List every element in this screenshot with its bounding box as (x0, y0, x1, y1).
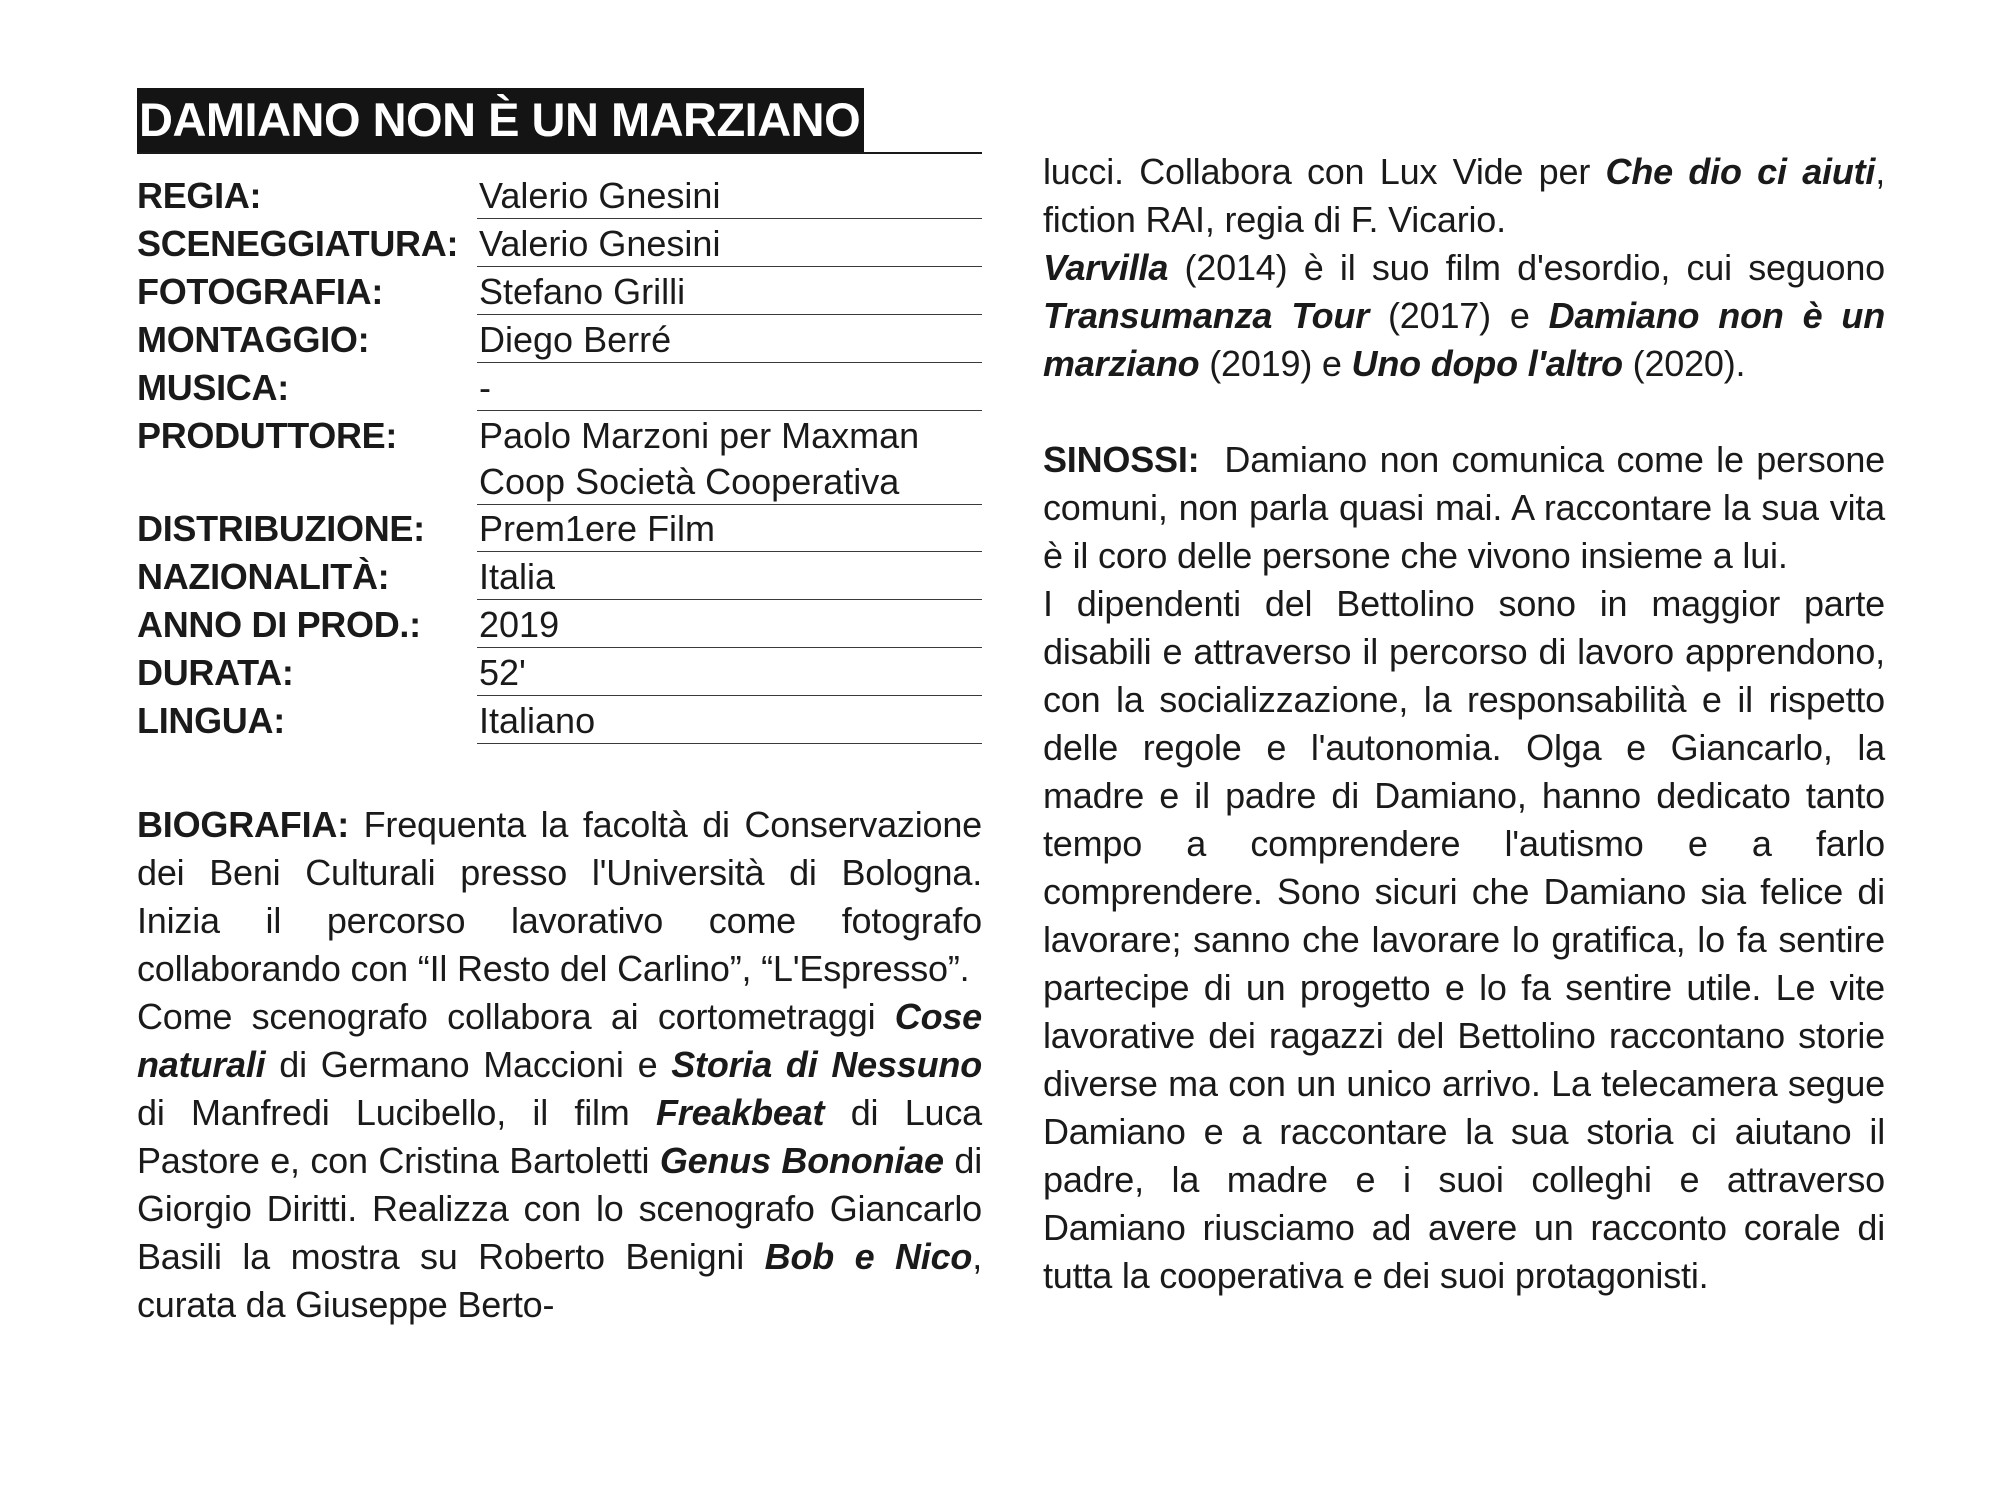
text-run: (2017) e (1369, 295, 1549, 336)
italic-title: Bob e Nico (764, 1236, 973, 1277)
film-title: DAMIANO NON È UN MARZIANO (137, 88, 864, 152)
credit-row (137, 364, 982, 412)
biography-section (137, 801, 982, 1329)
credit-value (477, 649, 982, 697)
text-run: (2020). (1622, 343, 1746, 384)
credit-value-line: Paolo Marzoni per Maxman (479, 415, 920, 456)
credit-row (137, 505, 982, 553)
italic-title: Freakbeat (656, 1092, 825, 1133)
credit-value-line: Stefano Grilli (477, 268, 982, 315)
credit-value-line: Valerio Gnesini (477, 220, 982, 267)
credit-value (477, 220, 982, 268)
credit-value (477, 268, 982, 316)
credit-row (137, 697, 982, 745)
text-run: di Manfredi Lucibello, il film (137, 1092, 656, 1133)
credit-value-line: Diego Berré (477, 316, 982, 363)
credit-value-line: 52' (477, 649, 982, 696)
biography-paragraph-3 (1043, 244, 1885, 388)
title-bar (137, 88, 982, 154)
synopsis-label: SINOSSI: (1043, 439, 1200, 480)
credit-value (477, 553, 982, 601)
credit-row (137, 601, 982, 649)
text-run: di Giorgio Diritti. Realizza con lo scenografo Giancarlo Basili la mostra su Roberto Benigni (137, 1140, 982, 1277)
credit-label: DISTRIBUZIONE: (137, 508, 425, 549)
credit-label: LINGUA: (137, 700, 285, 741)
left-column (137, 88, 982, 1329)
text-run: lucci. Collabora con Lux Vide per (1043, 151, 1606, 192)
text-run: , fiction RAI, regia di F. Vicario. (1043, 151, 1886, 240)
synopsis-paragraph-2: I dipendenti del Bettolino sono in maggior parte disabili e attraverso il percorso di lavoro apprendono, con la socializzazione, la responsabilità e il rispetto delle regole e l'autonomia. Olga e Giancarlo, la madre e il padre di Damiano, hanno dedicato tanto tempo a comprendere l'autismo e a farlo comprendere. Sono sicuri che Damiano sia felice di lavorare; sanno che lavorare lo gratifica, lo fa sentire partecipe di un progetto e lo fa sentire utile. Le vite lavorative dei ragazzi del Bettolino raccontano storie diverse ma con un unico arrivo. La telecamera segue Damiano e a raccontare la sua storia ci aiutano il padre, la madre e i suoi colleghi e attraverso Damiano riusciamo ad avere un racconto corale di tutta la cooperativa e dei suoi protagonisti. (1043, 583, 1885, 1296)
credit-value-line: - (477, 364, 982, 411)
section-spacer (1043, 388, 1885, 436)
text-run: , curata da Giuseppe Berto- (137, 1236, 982, 1325)
text-run: Come scenografo collabora ai cortometraggi (137, 996, 895, 1037)
credit-value-line: Prem1ere Film (477, 505, 982, 552)
credit-value-line: Italia (477, 553, 982, 600)
credit-label: MONTAGGIO: (137, 319, 370, 360)
right-column (1043, 148, 1895, 1300)
credit-label: NAZIONALITÀ: (137, 556, 390, 597)
credit-value-line: 2019 (477, 601, 982, 648)
credit-value (477, 172, 982, 220)
credit-row (137, 268, 982, 316)
credit-row (137, 172, 982, 220)
credits-table (137, 172, 982, 745)
biography-paragraph-1 (137, 801, 982, 993)
credit-row (137, 316, 982, 364)
synopsis-text-1: Damiano non comunica come le persone comuni, non parla quasi mai. A raccontare la sua vita è il coro delle persone che vivono insieme a lui. (1043, 439, 1895, 576)
italic-title: Storia di Nessuno (671, 1044, 982, 1085)
biography-label: BIOGRAFIA: (137, 804, 349, 845)
text-run: (2019) e (1199, 343, 1352, 384)
credit-row (137, 220, 982, 268)
italic-title: Transumanza Tour (1043, 295, 1370, 336)
credit-row (137, 412, 982, 505)
credit-row (137, 553, 982, 601)
credit-label: FOTOGRAFIA: (137, 271, 384, 312)
credit-value-line: Italiano (477, 697, 982, 744)
credit-value (477, 412, 982, 505)
italic-title: Damiano non è un marziano (1043, 295, 1886, 384)
biography-text-1: Frequenta la facoltà di Conservazione dei Beni Culturali presso l'Università di Bologna. Inizia il percorso lavorativo come fotografo collaborando con “Il Resto del Carlino”, “L'Espresso”. (137, 804, 982, 989)
italic-title: Genus Bononiae (659, 1140, 944, 1181)
italic-title: Varvilla (1043, 247, 1169, 288)
biography-paragraph-2 (137, 993, 982, 1329)
credit-label: SCENEGGIATURA: (137, 223, 459, 264)
credit-value (477, 505, 982, 553)
credit-row (137, 649, 982, 697)
credit-label: MUSICA: (137, 367, 289, 408)
italic-title: Uno dopo l'altro (1351, 343, 1623, 384)
credit-label: DURATA: (137, 652, 294, 693)
credit-label: REGIA: (137, 175, 262, 216)
credit-value-line: Valerio Gnesini (477, 172, 982, 219)
synopsis-paragraph-1 (1043, 436, 1895, 580)
credit-label: PRODUTTORE: (137, 415, 398, 456)
italic-title: Cose naturali (137, 996, 982, 1085)
italic-title: Che dio ci aiuti (1605, 151, 1876, 192)
credit-value (477, 364, 982, 412)
text-run: di Germano Maccioni e (265, 1044, 672, 1085)
credit-value (477, 601, 982, 649)
credit-value (477, 697, 982, 745)
credit-value (477, 316, 982, 364)
text-run: (2014) è il suo film d'esordio, cui seguono (1168, 247, 1885, 288)
credit-value-line: Coop Società Cooperativa (477, 458, 982, 505)
credit-label: ANNO DI PROD.: (137, 604, 421, 645)
text-run: di Luca Pastore e, con Cristina Bartoletti (137, 1092, 982, 1181)
biography-paragraph-2-continued (1043, 148, 1885, 244)
